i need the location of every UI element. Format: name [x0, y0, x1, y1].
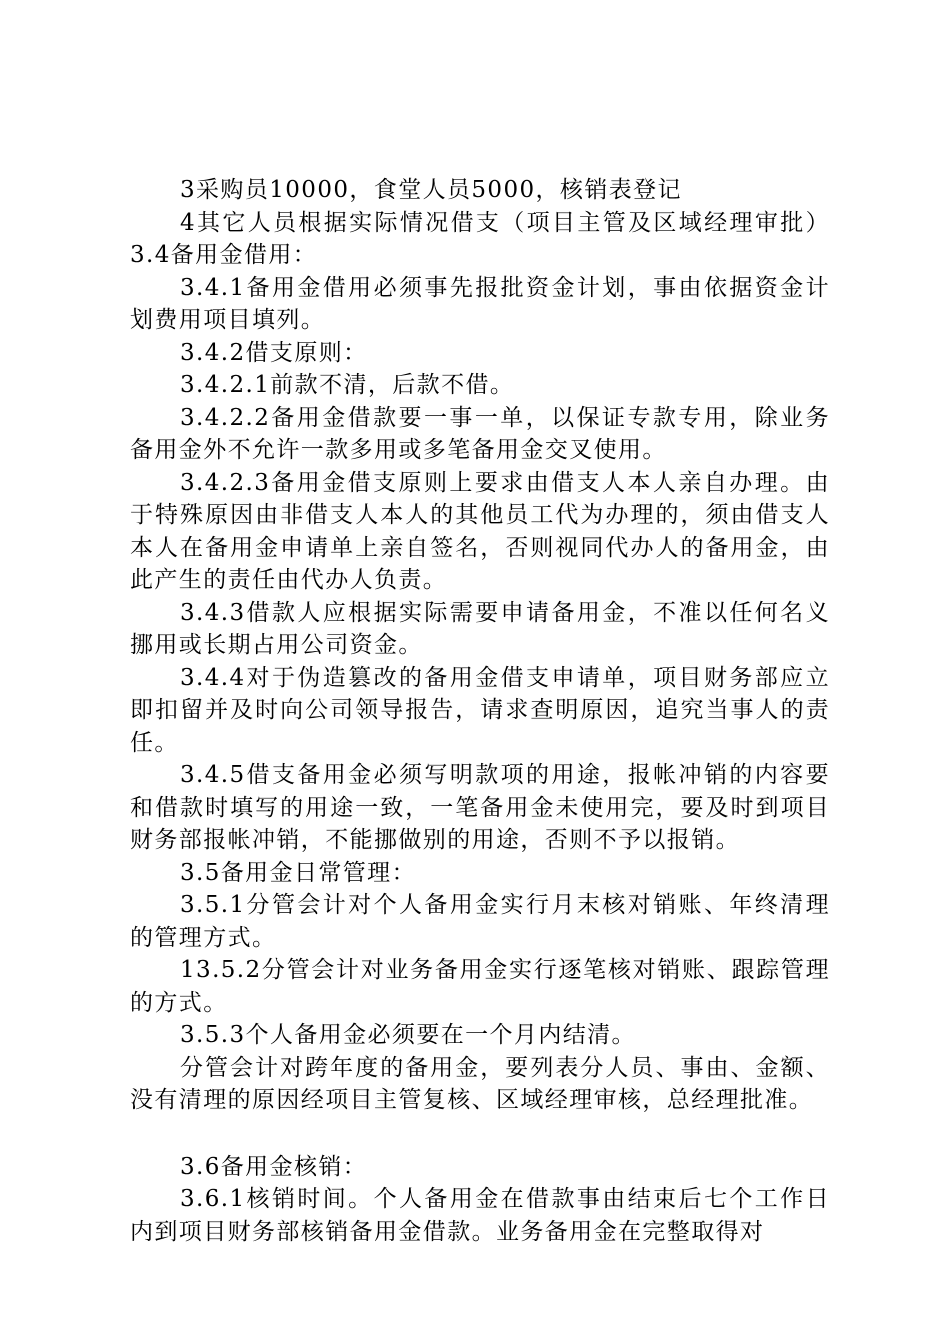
paragraph-8: 3.4.3借款人应根据实际需要申请备用金，不准以任何名义挪用或长期占用公司资金。	[130, 599, 830, 658]
paragraph-13: 13.5.2分管会计对业务备用金实行逐笔核对销账、跟踪管理的方式。	[130, 957, 830, 1016]
paragraph-4: 3.4.2借支原则：	[180, 339, 368, 366]
paragraph-15: 分管会计对跨年度的备用金，要列表分人员、事由、金额、没有清理的原因经项目主管复核、区域经理审核，总经理批准。	[130, 1054, 830, 1113]
paragraph-6: 3.4.2.2备用金借款要一事一单，以保证专款专用，除业务备用金外不允许一款多用或多笔备用金交叉使用。	[130, 404, 830, 463]
paragraph-12: 3.5.1分管会计对个人备用金实行月末核对销账、年终清理的管理方式。	[130, 892, 830, 951]
paragraph-5: 3.4.2.1前款不清，后款不借。	[180, 372, 515, 398]
paragraph-14: 3.5.3个人备用金必须要在一个月内结清。	[180, 1022, 636, 1048]
document-body	[130, 174, 830, 1248]
paragraph-9: 3.4.4对于伪造篡改的备用金借支申请单，项目财务部应立即扣留并及时向公司领导报告，请求查明原因，追究当事人的责任。	[130, 664, 830, 756]
paragraph-7: 3.4.2.3备用金借支原则上要求由借支人本人亲自办理。由于特殊原因由非借支人本人的其他员工代为办理的，须由借支人本人在备用金申请单上亲自签名，否则视同代办人的备用金，由此产生的责任由代办人负责。	[130, 469, 830, 593]
paragraph-11: 3.5备用金日常管理：	[180, 859, 416, 886]
paragraph-gap	[130, 1117, 830, 1151]
paragraph-1: 3采购员10000，食堂人员5000，核销表登记	[180, 177, 682, 203]
paragraph-10: 3.4.5借支备用金必须写明款项的用途，报帐冲销的内容要和借款时填写的用途一致，一笔备用金未使用完，要及时到项目财务部报帐冲销，不能挪做别的用途，否则不予以报销。	[130, 762, 830, 853]
paragraph-17: 3.6.1核销时间。个人备用金在借款事由结束后七个工作日内到项目财务部核销备用金借款。业务备用金在完整取得对	[130, 1186, 830, 1245]
paragraph-16: 3.6备用金核销：	[180, 1153, 368, 1180]
paragraph-2: 4其它人员根据实际情况借支（项目主管及区域经理审批）3.4备用金借用：	[130, 209, 830, 268]
paragraph-3: 3.4.1备用金借用必须事先报批资金计划，事由依据资金计划费用项目填列。	[130, 274, 830, 333]
